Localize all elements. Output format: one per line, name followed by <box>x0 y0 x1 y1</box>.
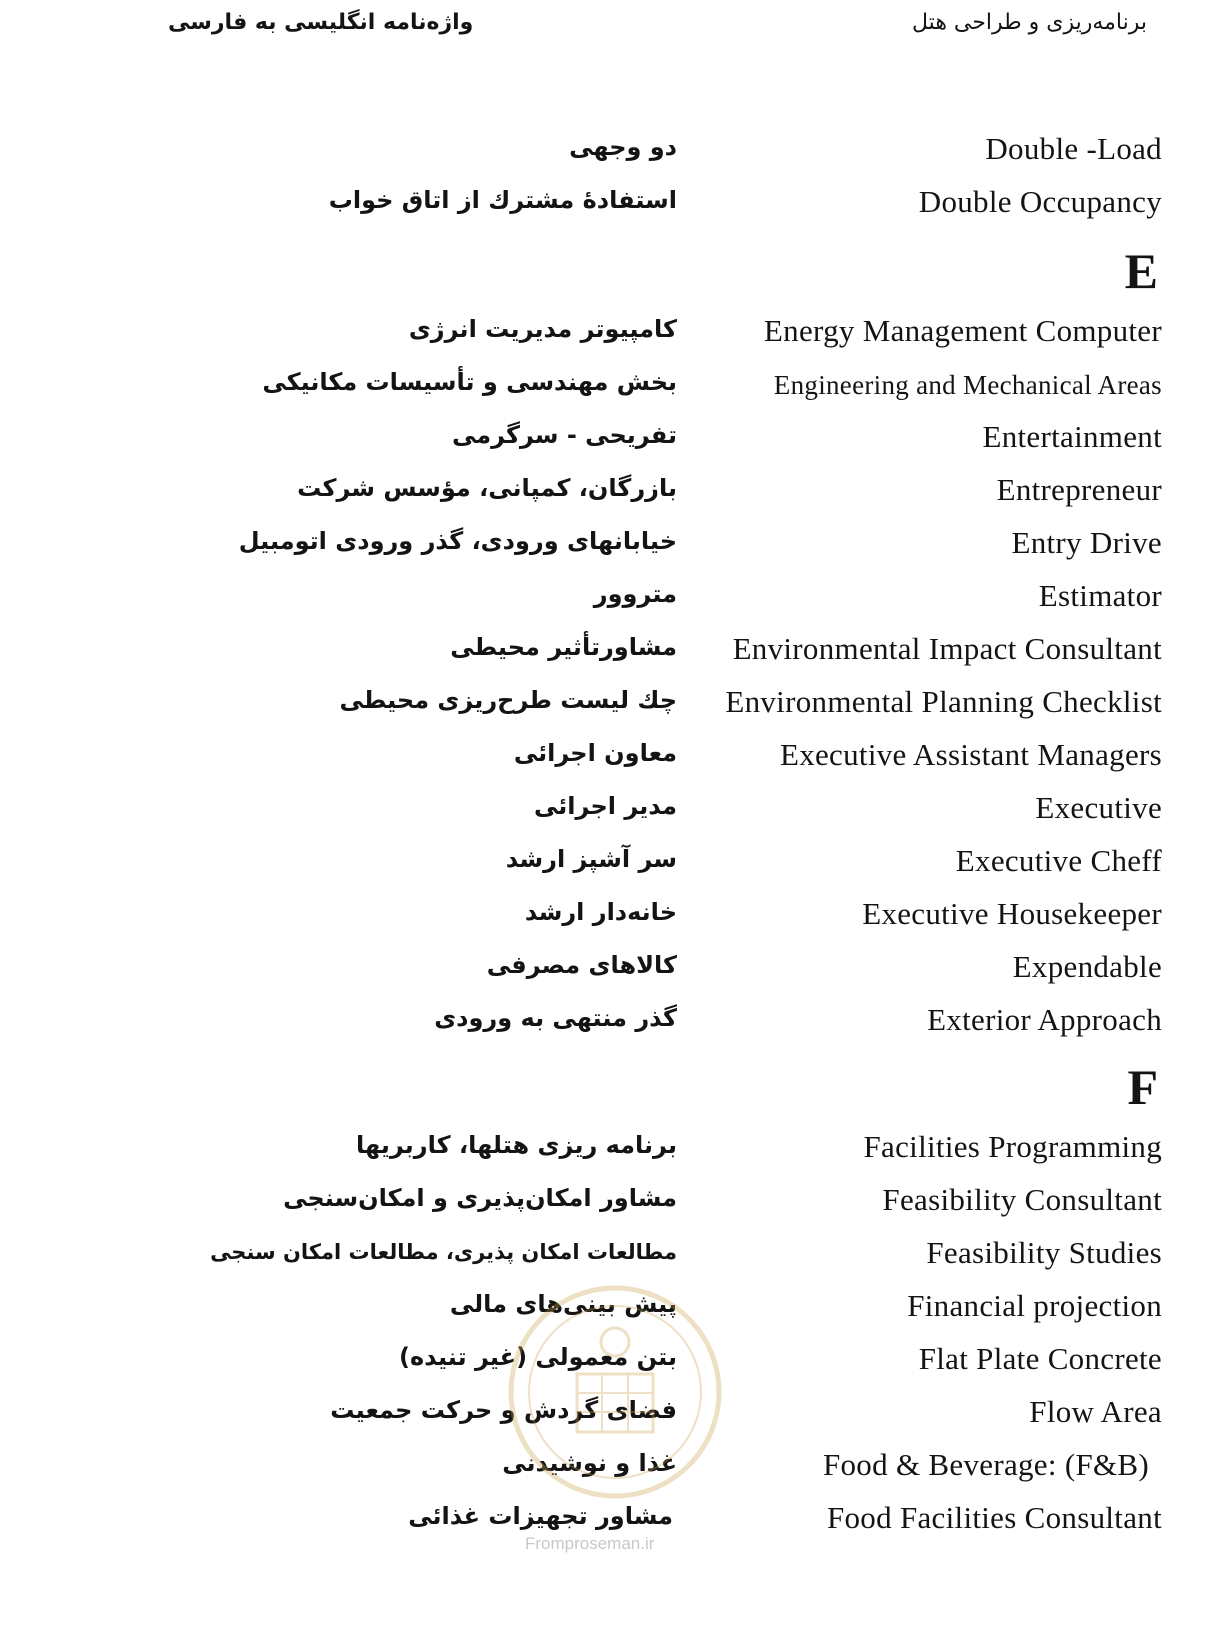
persian-term: غذا و نوشیدنی <box>502 1449 677 1477</box>
persian-term: متروور <box>593 580 677 608</box>
section-letter-f: F <box>1127 1059 1158 1115</box>
persian-term: معاون اجرائی <box>513 739 677 767</box>
glossary-entry <box>0 949 1229 1001</box>
english-term: Environmental Impact Consultant <box>732 631 1162 666</box>
english-term: Energy Management Computer <box>763 313 1162 348</box>
persian-term: پیش بینی‌های مالی <box>449 1290 677 1318</box>
english-term: Feasibility Studies <box>926 1235 1162 1270</box>
english-term: Estimator <box>1038 578 1162 613</box>
glossary-entry <box>0 631 1229 683</box>
persian-term: مشاورتأثیر محیطی <box>450 633 677 661</box>
glossary-entry <box>0 472 1229 524</box>
glossary-entry <box>0 843 1229 895</box>
persian-term: بازرگان، کمپانی، مؤسس شرکت <box>297 474 677 502</box>
persian-term: مشاور امکان‌پذیری و امکان‌سنجی <box>283 1184 677 1212</box>
persian-term: استفادهٔ مشترك از اتاق خواب <box>328 186 677 214</box>
persian-term: برنامه ریزی هتلها، کاربریها <box>356 1131 677 1159</box>
persian-term: گذر منتهی به ورودی <box>434 1004 677 1032</box>
section-letter-e: E <box>1124 243 1158 299</box>
english-term: Double -Load <box>985 131 1162 166</box>
english-term: Executive <box>1035 790 1162 825</box>
glossary-entry <box>0 1394 1229 1446</box>
persian-term: کامپیوتر مدیریت انرژی <box>408 315 677 343</box>
running-header-left: واژه‌نامه انگلیسی به فارسی <box>168 10 474 35</box>
glossary-entry <box>0 1341 1229 1393</box>
english-term: Exterior Approach <box>927 1002 1162 1037</box>
persian-term: کالاهای مصرفی <box>486 951 677 979</box>
running-header-right: برنامه‌ریزی و طراحی هتل <box>912 10 1147 35</box>
english-term: Executive Housekeeper <box>862 896 1162 931</box>
english-term: Entrepreneur <box>996 472 1162 507</box>
english-term: Flow Area <box>1029 1394 1162 1429</box>
english-term: Environmental Planning Checklist <box>725 684 1162 719</box>
english-term: Food & Beverage: (F&B) <box>822 1447 1149 1482</box>
english-term: Food Facilities Consultant <box>826 1500 1162 1535</box>
persian-term: خیابانهای ورودی، گذر ورودی اتومبیل <box>238 527 677 555</box>
glossary-entry <box>0 1002 1229 1054</box>
glossary-entry <box>0 1447 1229 1499</box>
english-term: Executive Cheff <box>955 843 1162 878</box>
glossary-entry <box>0 184 1229 236</box>
glossary-entry <box>0 313 1229 365</box>
persian-term: مطالعات امکان پذیری، مطالعات امکان سنجی <box>210 1240 677 1264</box>
english-term: Double Occupancy <box>918 184 1162 219</box>
glossary-entry <box>0 896 1229 948</box>
persian-term: تفریحی - سرگرمی <box>451 421 677 449</box>
persian-term: مدیر اجرائی <box>534 792 677 820</box>
glossary-entry <box>0 525 1229 577</box>
glossary-entry <box>0 737 1229 789</box>
english-term: Engineering and Mechanical Areas <box>773 370 1162 400</box>
glossary-entry <box>0 790 1229 842</box>
english-term: Expendable <box>1012 949 1162 984</box>
glossary-entry <box>0 578 1229 630</box>
english-term: Financial projection <box>907 1288 1162 1323</box>
persian-term: چك لیست طرح‌ریزی محیطی <box>339 686 677 714</box>
english-term: Executive Assistant Managers <box>779 737 1162 772</box>
persian-term: سر آشپز ارشد <box>505 845 677 873</box>
glossary-entry <box>0 131 1229 183</box>
persian-term: فضای گردش و حرکت جمعیت <box>330 1396 677 1424</box>
persian-term: خانه‌دار ارشد <box>524 898 677 926</box>
english-term: Flat Plate Concrete <box>918 1341 1162 1376</box>
glossary-entry <box>0 684 1229 736</box>
persian-term: بخش مهندسی و تأسیسات مکانیکی <box>262 368 677 396</box>
glossary-entry <box>0 1235 1229 1287</box>
website-watermark: Fromproseman.ir <box>525 1534 655 1553</box>
english-term: Entertainment <box>982 419 1162 454</box>
english-term: Entry Drive <box>1011 525 1162 560</box>
english-term: Feasibility Consultant <box>882 1182 1162 1217</box>
persian-term: بتن معمولی (غیر تنیده) <box>398 1343 677 1371</box>
glossary-entry <box>0 1182 1229 1234</box>
glossary-entry <box>0 419 1229 471</box>
glossary-entry <box>0 1288 1229 1340</box>
persian-term: دو وجهی <box>569 133 677 161</box>
glossary-entry <box>0 366 1229 418</box>
persian-term: مشاور تجهیزات غذائی <box>408 1502 673 1530</box>
english-term: Facilities Programming <box>863 1129 1162 1164</box>
glossary-entry <box>0 1129 1229 1181</box>
